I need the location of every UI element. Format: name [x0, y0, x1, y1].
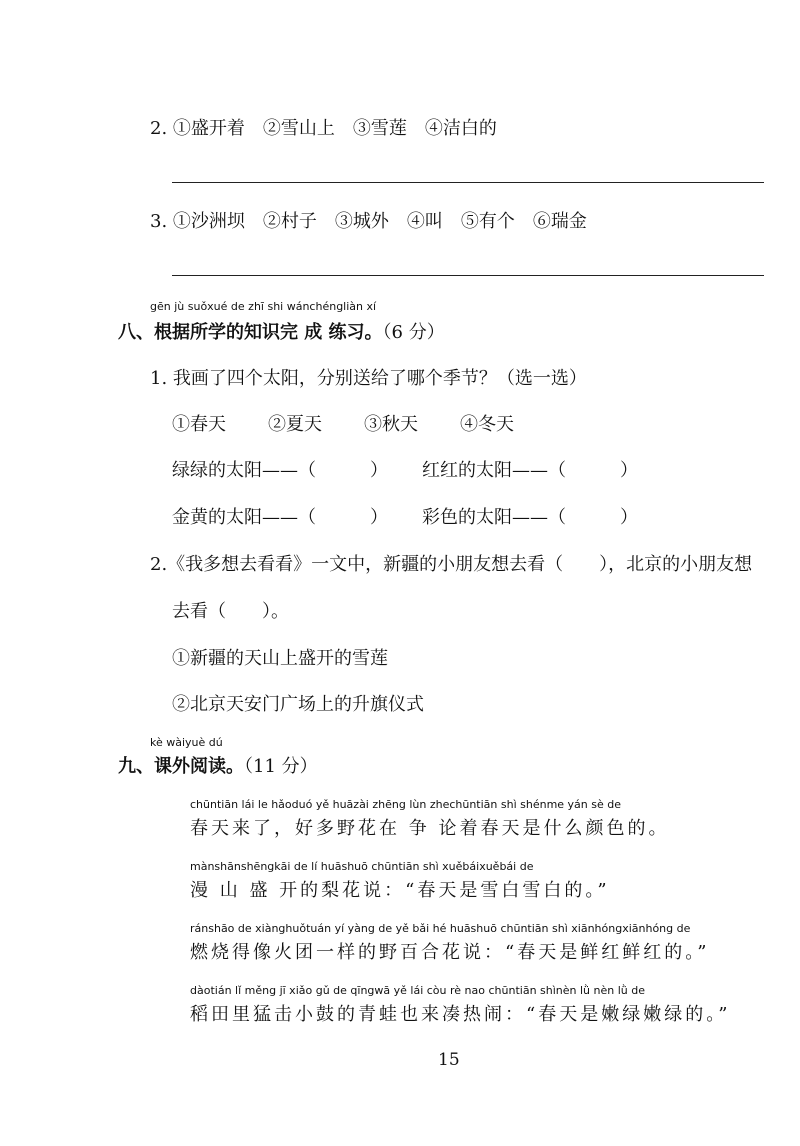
reading-line: 燃烧得像火团一样的野百合花说：“春天是鲜红鲜红的。” — [190, 942, 710, 963]
question-3-word-order: 3. ①沙洲坝 ②村子 ③城外 ④叫 ⑤有个 ⑥瑞金 — [150, 211, 587, 232]
reading-pinyin: ránshāo de xiànghuǒtuán yí yàng de yě bǎi hé huāshuō chūntiān shì xiānhóngxiānhóng de — [190, 922, 691, 935]
page-number: 15 — [438, 1050, 460, 1070]
season-option: ③秋天 — [364, 414, 418, 435]
reading-pinyin: mànshānshēngkāi de lí huāshuō chūntiān shì xuěbáixuěbái de — [190, 860, 534, 873]
section-8-question-2: 2.《我多想去看看》一文中，新疆的小朋友想去看（ ），北京的小朋友想 — [150, 554, 753, 575]
reading-line: 稻田里猛击小鼓的青蛙也来凑热闹：“春天是嫩绿嫩绿的。” — [190, 1004, 731, 1025]
reading-line: 漫 山 盛 开的梨花说：“春天是雪白雪白的。” — [190, 880, 610, 901]
section-9-score: （11 分） — [244, 756, 318, 777]
section-8-score: （6 分） — [382, 322, 445, 343]
section-8-pinyin: gēn jù suǒxué de zhī shi wánchéngliàn xí — [150, 300, 377, 313]
section-9-title: 九、课外阅读。 — [118, 756, 244, 777]
season-option: ①春天 — [172, 414, 226, 435]
section-9-pinyin: kè wàiyuè dú — [150, 736, 223, 749]
reading-pinyin: dàotián lǐ měng jī xiǎo gǔ de qīngwā yě lái còu rè nao chūntiān shìnèn lǜ nèn lǜ de — [190, 984, 646, 997]
reading-line: 春天来了，好多野花在 争 论着春天是什么颜色的。 — [190, 818, 670, 839]
section-9-heading — [118, 752, 318, 778]
question-2-option: ①新疆的天山上盛开的雪莲 — [172, 648, 388, 669]
section-8-heading — [118, 318, 445, 344]
question-2-word-order: 2. ①盛开着 ②雪山上 ③雪莲 ④洁白的 — [150, 118, 497, 139]
season-option: ②夏天 — [268, 414, 322, 435]
section-8-question-1: 1. 我画了四个太阳，分别送给了哪个季节？（选一选） — [150, 368, 587, 389]
reading-pinyin: chūntiān lái le hǎoduó yě huāzài zhēng lùn zhechūntiān shì shénme yán sè de — [190, 798, 622, 811]
answer-line — [172, 182, 764, 183]
fill-blank-sun: 金黄的太阳——（ ） — [172, 507, 388, 528]
season-option: ④冬天 — [460, 414, 514, 435]
fill-blank-sun: 彩色的太阳——（ ） — [422, 507, 638, 528]
question-2-option: ②北京天安门广场上的升旗仪式 — [172, 694, 424, 715]
fill-blank-sun: 绿绿的太阳——（ ） — [172, 460, 388, 481]
section-8-title: 八、根据所学的知识完 成 练习。 — [118, 322, 383, 343]
answer-line — [172, 275, 764, 276]
section-8-question-2-cont: 去看（ ）。 — [172, 601, 289, 622]
fill-blank-sun: 红红的太阳——（ ） — [422, 460, 638, 481]
